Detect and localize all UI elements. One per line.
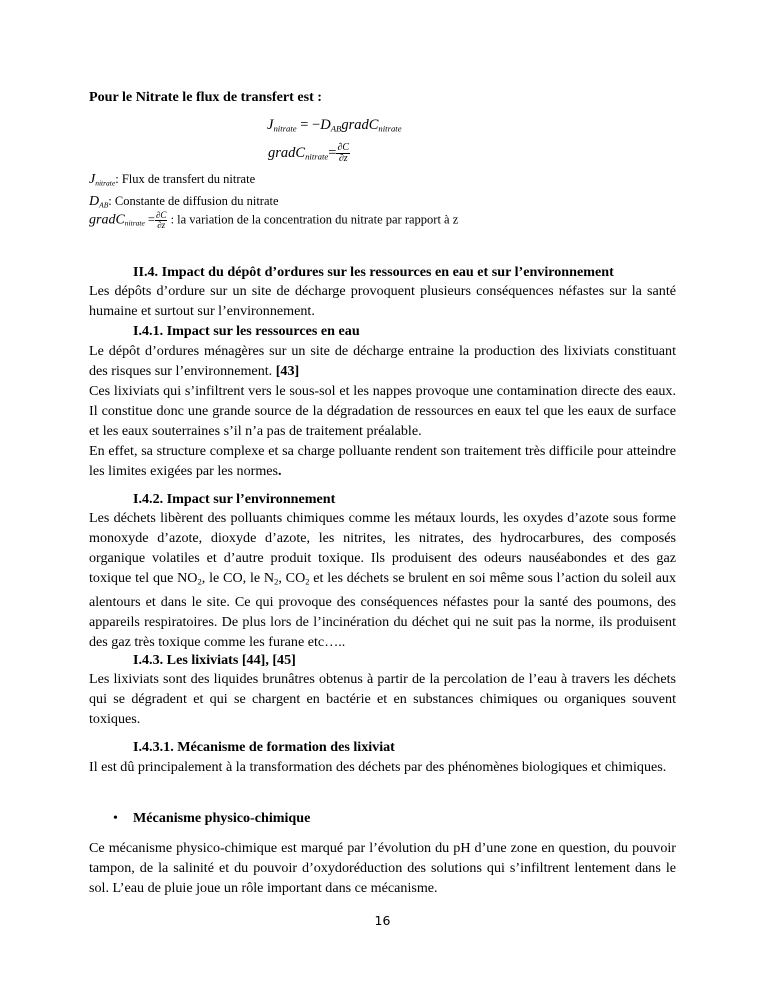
eq1-lhs: J [267,117,274,133]
eq2-eq: = [328,144,337,161]
section-I431-title: I.4.3.1. Mécanisme de formation des lixiviat [133,739,395,755]
def-d-sub: AB [99,200,109,210]
section-I41-paragraph-2: Ces lixiviats qui s’infiltrent vers le sous-sol et les nappes provoque une contamination directe des eaux. Il constitue donc une grande source de la dégradation de ressources en eaux tel que les eaux de surface et les eaux souterraines s’il n’a pas de traitement préalable. [89,383,676,439]
def-j-sub: nitrate [95,178,116,188]
eq2-num: ∂C [337,142,350,153]
def-grad-den: ∂z [157,220,166,230]
section-I41-paragraph-3 [89,441,676,481]
section-I41-p3-text: En effet, sa structure complexe et sa charge polluante rendent son traitement très difficile pour atteindre les limites exigées par les normes [89,443,676,479]
section-I43-paragraph: Les lixiviats sont des liquides brunâtres obtenus à partir de la percolation de l’eau à travers les déchets qui se dégradent et qui se chargent en bactérie et en substances chimiques ou organiques souvent toxiques. [89,671,676,727]
section-I41-title: I.4.1. Impact sur les ressources en eau [133,323,360,339]
section-I42-text-d: et les déchets se brulent en soi même sous l’action du soleil aux alentours et dans le site. Ce qui provoque des conséquences néfastes pour la santé des poumons, des appareils respiratoires. De plus lors de l’incinération du déchet qui ne suit pas la norme, ils produisent des gaz très toxique comme les furane etc….. [89,570,677,650]
section-I42-paragraph [89,508,676,652]
section-I41-paragraph-1 [89,341,676,381]
intro-heading: Pour le Nitrate le flux de transfert est : [89,89,322,105]
def-grad-symbol: gradC [89,212,125,228]
def-d-text: : Constante de diffusion du nitrate [108,194,279,208]
eq1-d: D [320,117,331,133]
co2-subscript: 2 [305,576,310,587]
eq1-lhs-sub: nitrate [273,123,297,134]
section-I431-paragraph: Il est dû principalement à la transformation des déchets par des phénomènes biologiques et chimiques. [89,759,667,775]
definition-grad [89,211,458,230]
equation-flux [267,117,402,134]
section-I42-text-a: Les déchets libèrent des polluants chimiques comme les métaux lourds, les oxydes d’azote sous forme monoxyde d’azote, dioxyde d’azote, les nitrites, les nitrates, des hydrocarbures, des composés organique volatiles et d’autre produit toxique. Ils produisent des odeurs nauséabondes et des gaz toxique tel que NO [89,510,676,586]
eq1-d-sub: AB [330,123,342,134]
bullet-mark: • [113,810,118,826]
definition-d [89,194,279,210]
definition-j [89,172,255,188]
n2-subscript: 2 [274,576,279,587]
def-j-symbol: J [89,172,96,187]
section-I41-p1-text: Le dépôt d’ordures ménagères sur un site de décharge entraine la production des lixiviats constituant des risques sur l’environnement. [89,343,676,379]
eq2-grad-sub: nitrate [305,151,329,162]
def-grad-fraction [155,211,167,230]
def-d-symbol: D [89,194,100,209]
section-II4-title: II.4. Impact du dépôt d’ordures sur les ressources en eau et sur l’environnement [133,264,614,280]
def-grad-text: : la variation de la concentration du nitrate par rapport à z [167,212,459,227]
def-grad-sub: nitrate [124,218,145,228]
def-grad-eq: = [144,212,155,227]
bullet-label: Mécanisme physico-chimique [133,810,311,826]
physico-chemical-paragraph: Ce mécanisme physico-chimique est marqué par l’évolution du pH d’une zone en question, du pouvoir tampon, de la salinité et du pouvoir d’oxydoréduction des solutions qui s’infiltrent lentement dans le sol. L’eau de pluie joue un rôle important dans ce mécanisme. [89,840,676,896]
equation-gradient [268,143,350,164]
eq1-grad-sub: nitrate [378,123,402,134]
def-j-text: : Flux de transfert du nitrate [115,172,256,186]
section-I41-p3-end: . [278,463,282,479]
section-I42-text-b: , le CO, le N [201,570,275,586]
section-I43-title: I.4.3. Les lixiviats [44], [45] [133,652,296,668]
eq1-grad: gradC [341,117,379,133]
page-number: 16 [374,913,391,928]
section-I42-text-c: , CO [278,570,306,586]
def-grad-num: ∂C [155,210,167,220]
eq2-grad: gradC [268,144,306,161]
eq2-fraction [336,143,350,164]
section-II4-paragraph: Les dépôts d’ordure sur un site de décharge provoquent plusieurs conséquences néfastes sur la santé humaine et surtout sur l’environnement. [89,283,676,319]
eq2-den: ∂z [338,153,348,164]
section-I42-title: I.4.2. Impact sur l’environnement [133,491,336,507]
citation-43: [43] [275,363,300,379]
no2-subscript: 2 [197,576,202,587]
eq1-rel: = − [296,117,321,133]
